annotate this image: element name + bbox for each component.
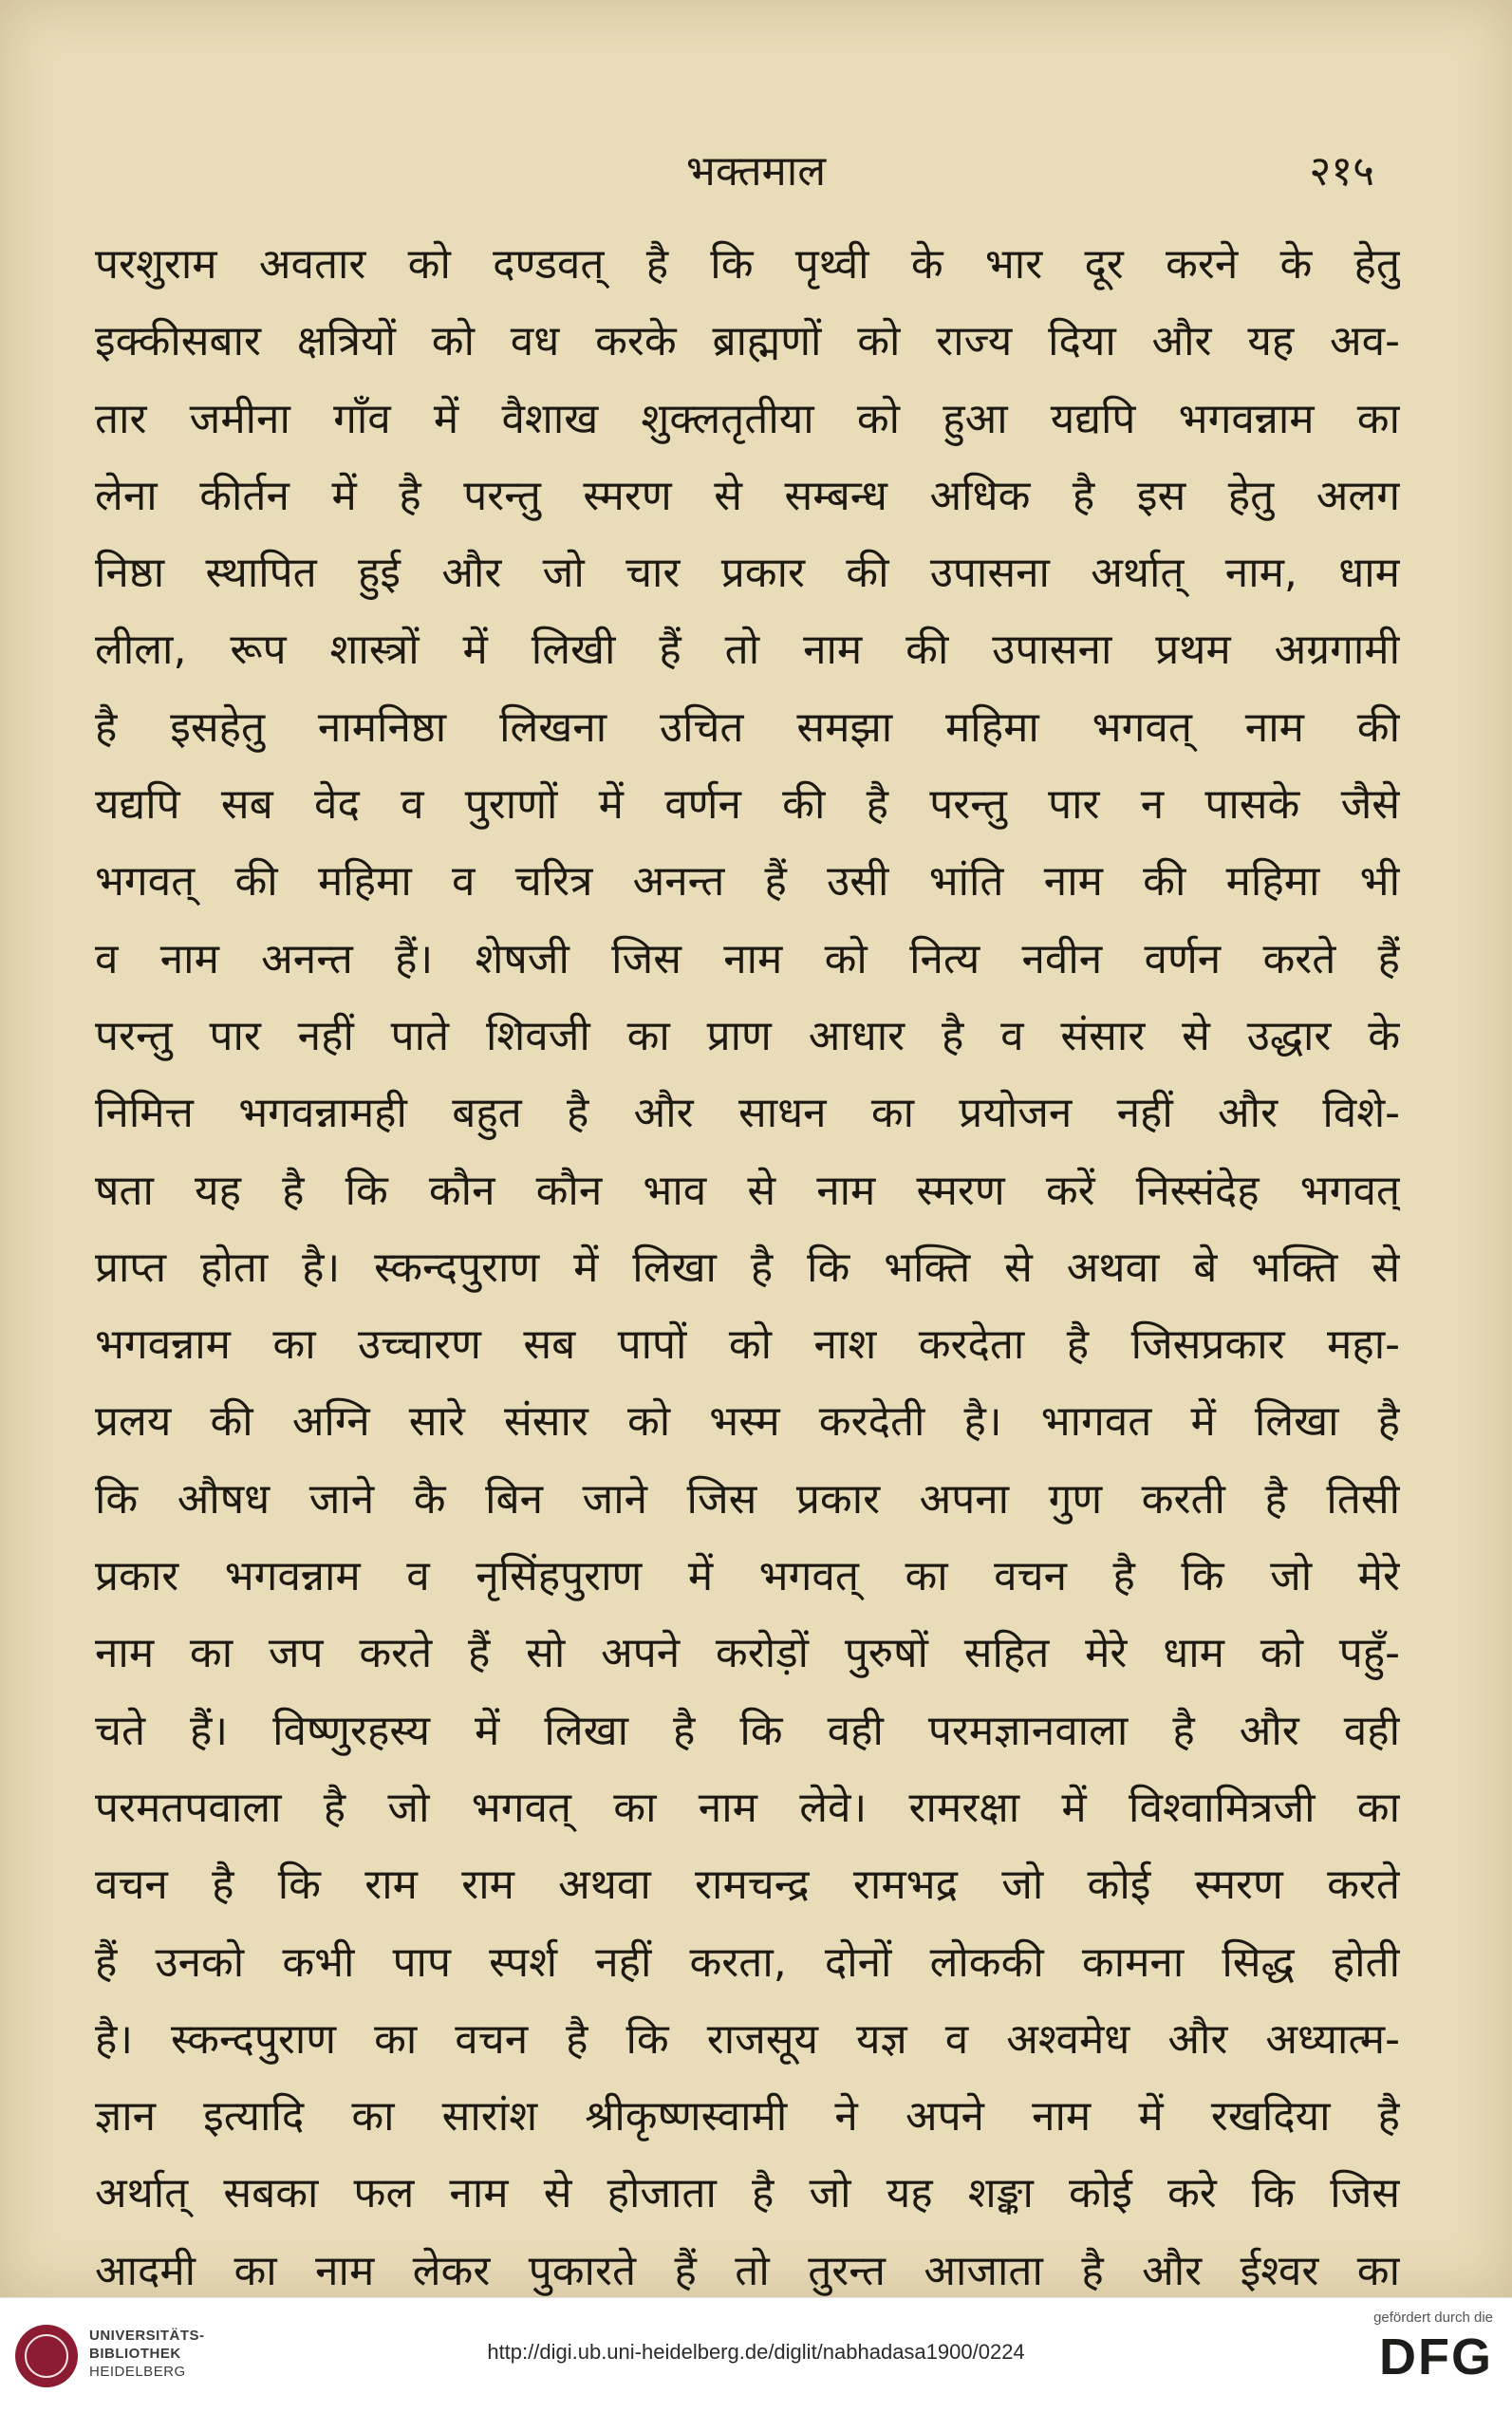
text-line: प्राप्त होता है। स्कन्दपुराण में लिखा है कि भक्ति से अथवा बे भक्ति से	[95, 1243, 1400, 1292]
text-line: ज्ञान इत्यादि का सारांश श्रीकृष्णस्वामी ने अपने नाम में रखदिया है	[95, 2092, 1400, 2142]
text-line: व नाम अनन्त हैं। शेषजी जिस नाम को नित्य नवीन वर्णन करते हैं	[95, 934, 1400, 983]
page-number: २१५	[1309, 147, 1374, 196]
dfg-logo: DFG	[1379, 2329, 1493, 2385]
library-name-line: HEIDELBERG	[89, 2364, 186, 2380]
text-line: षता यह है कि कौन कौन भाव से नाम स्मरण करें निस्संदेह भगवत्	[95, 1166, 1400, 1215]
text-line: यद्यपि सब वेद व पुराणों में वर्णन की है परन्तु पार न पासके जैसे	[95, 780, 1400, 830]
text-line: है। स्कन्दपुराण का वचन है कि राजसूय यज्ञ व अश्वमेध और अध्यात्म-	[95, 2014, 1400, 2064]
text-line: परशुराम अवतार को दण्डवत् है कि पृथ्वी के भार दूर करने के हेतु	[95, 240, 1400, 289]
viewer-footer	[0, 2297, 1512, 2413]
text-line: वचन है कि राम राम अथवा रामचन्द्र रामभद्र जो कोई स्मरण करते	[95, 1861, 1400, 1910]
text-line: चते हैं। विष्णुरहस्य में लिखा है कि वही परमज्ञानवाला है और वही	[95, 1706, 1400, 1755]
page-header	[95, 140, 1417, 197]
text-line: आदमी का नाम लेकर पुकारते हैं तो तुरन्त आजाता है और ईश्वर का	[95, 2246, 1400, 2295]
text-line: लेना कीर्तन में है परन्तु स्मरण से सम्बन्ध अधिक है इस हेतु अलग	[95, 471, 1400, 520]
text-line: है इसहेतु नामनिष्ठा लिखना उचित समझा महिमा भगवत् नाम की	[95, 702, 1400, 752]
library-name-line: UNIVERSITÄTS-	[89, 2328, 205, 2344]
body-text	[95, 226, 1400, 2297]
text-line: परन्तु पार नहीं पाते शिवजी का प्राण आधार है व संसार से उद्धार के	[95, 1011, 1400, 1060]
text-line: भगवत् की महिमा व चरित्र अनन्त हैं उसी भांति नाम की महिमा भी	[95, 857, 1400, 907]
text-line: इक्कीसबार क्षत्रियों को वध करके ब्राह्मणों को राज्य दिया और यह अव-	[95, 317, 1400, 366]
text-line: अर्थात् सबका फल नाम से होजाता है जो यह शङ्का कोई करे कि जिस	[95, 2169, 1400, 2218]
text-line: नाम का जप करते हैं सो अपने करोड़ों पुरुषों सहित मेरे धाम को पहुँ-	[95, 1629, 1400, 1678]
running-title: भक्तमाल	[685, 147, 827, 196]
text-line: प्रकार भगवन्नाम व नृसिंहपुराण में भगवत् का वचन है कि जो मेरे	[95, 1552, 1400, 1601]
text-line: कि औषध जाने कै बिन जाने जिस प्रकार अपना गुण करती है तिसी	[95, 1474, 1400, 1524]
funder-block[interactable]	[1332, 2310, 1493, 2388]
text-line: तार जमीना गाँव में वैशाख शुक्लतृतीया को हुआ यद्यपि भगवन्नाम का	[95, 394, 1400, 443]
text-line: निमित्त भगवन्नामही बहुत है और साधन का प्रयोजन नहीं और विशे-	[95, 1089, 1400, 1138]
text-line: प्रलय की अग्नि सारे संसार को भस्म करदेती है। भागवत में लिखा है	[95, 1397, 1400, 1447]
funded-by-text: gefördert durch die	[1373, 2310, 1493, 2326]
library-name-line: BIBLIOTHEK	[89, 2346, 181, 2362]
text-line: भगवन्नाम का उच्चारण सब पापों को नाश करदेता है जिसप्रकार महा-	[95, 1320, 1400, 1370]
text-line: परमतपवाला है जो भगवत् का नाम लेवे। रामरक्षा में विश्वामित्रजी का	[95, 1783, 1400, 1832]
permalink-url[interactable]: http://digi.ub.uni-heidelberg.de/diglit/nabhadasa1900/0224	[487, 2340, 1025, 2364]
text-line: हैं उनको कभी पाप स्पर्श नहीं करता, दोनों लोककी कामना सिद्ध होती	[95, 1937, 1400, 1987]
text-line: निष्ठा स्थापित हुई और जो चार प्रकार की उपासना अर्थात् नाम, धाम	[95, 549, 1400, 598]
text-line: लीला, रूप शास्त्रों में लिखी हैं तो नाम की उपासना प्रथम अग्रगामी	[95, 626, 1400, 675]
